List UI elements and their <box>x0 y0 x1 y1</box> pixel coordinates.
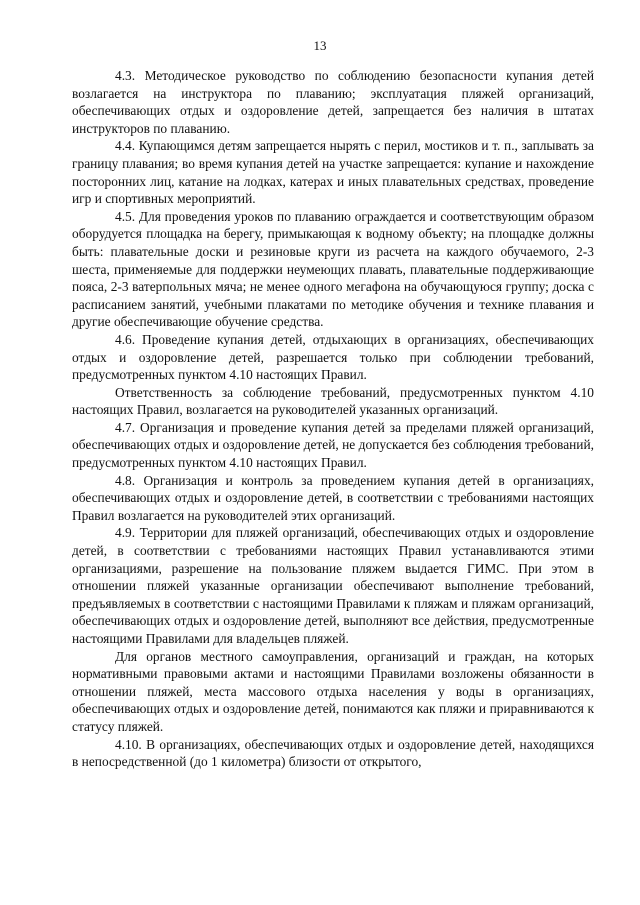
paragraph-4-6-responsibility: Ответственность за соблюдение требований, предусмотренных пунктом 4.10 настоящих Правил, возлагается на руководителей указанных организаций. <box>72 384 594 418</box>
paragraph-4-10: 4.10. В организациях, обеспечивающих отдых и оздоровление детей, находящихся в непосредственной (до 1 километра) близости от открытого, <box>72 736 594 770</box>
paragraph-4-9-authorities: Для органов местного самоуправления, организаций и граждан, на которых нормативными правовыми актами и настоящими Правилами возложены обязанности в отношении пляжей, места массового отдыха населения у воды в организациях, обеспечивающих отдых и оздоровление детей, понимаются как пляжи и приравниваются к статусу пляжей. <box>72 648 594 734</box>
paragraph-4-9: 4.9. Территории для пляжей организаций, обеспечивающих отдых и оздоровление детей, в соответствии с требованиями настоящих Правил устанавливаются этими организациями, разрешение на пользование пляжем выдается ГИМС. При этом в отношении пляжей указанные организации обеспечивают выполнение требований, предъявляемых в соответствии с настоящими Правилами к пляжам и пляжам организаций, обеспечивающих отдых и оздоровление детей, выполняют все действия, предусмотренные настоящими Правилами для владельцев пляжей. <box>72 525 594 646</box>
document-body <box>72 67 594 771</box>
paragraph-4-4: 4.4. Купающимся детям запрещается нырять с перил, мостиков и т. п., заплывать за границу плавания; во время купания детей на участке запрещается: купание и нахождение посторонних лиц, катание на лодках, катерах и иных плавательных средствах, проведение игр и спортивных мероприятий. <box>72 138 594 207</box>
paragraph-4-8: 4.8. Организация и контроль за проведением купания детей в организациях, обеспечивающих отдых и оздоровление детей, в соответствии с требованиями настоящих Правил возлагается на руководителей этих организаций. <box>72 472 594 523</box>
paragraph-4-3: 4.3. Методическое руководство по соблюдению безопасности купания детей возлагается на инструктора по плаванию; эксплуатация пляжей организаций, обеспечивающих отдых и оздоровление детей, запрещается без наличия в штатах инструкторов по плаванию. <box>72 68 594 136</box>
page-number: 13 <box>313 38 327 53</box>
paragraph-4-7: 4.7. Организация и проведение купания детей за пределами пляжей организаций, обеспечивающих отдых и оздоровление детей, не допускается без соблюдения требований, предусмотренных пунктом 4.10 настоящих Правил. <box>72 419 594 471</box>
paragraph-4-6: 4.6. Проведение купания детей, отдыхающих в организациях, обеспечивающих отдых и оздоровление детей, разрешается только при соблюдении требований, предусмотренных пунктом 4.10 настоящих Правил. <box>72 331 594 383</box>
paragraph-4-5: 4.5. Для проведения уроков по плаванию ограждается и соответствующим образом оборудуется площадка на берегу, примыкающая к водному объекту; на площадке должны быть: плавательные доски и резиновые круги из расчета на каждого обучаемого, 2-3 шеста, применяемые для поддержки неумеющих плавать, плавательные поддерживающие пояса, 2-3 ватерпольных мяча; не менее одного мегафона на обучающуюся группу; доска с расписанием занятий, учебными плакатами по методике обучения и технике плавания и другие обеспечивающие обучение средства. <box>72 208 594 330</box>
